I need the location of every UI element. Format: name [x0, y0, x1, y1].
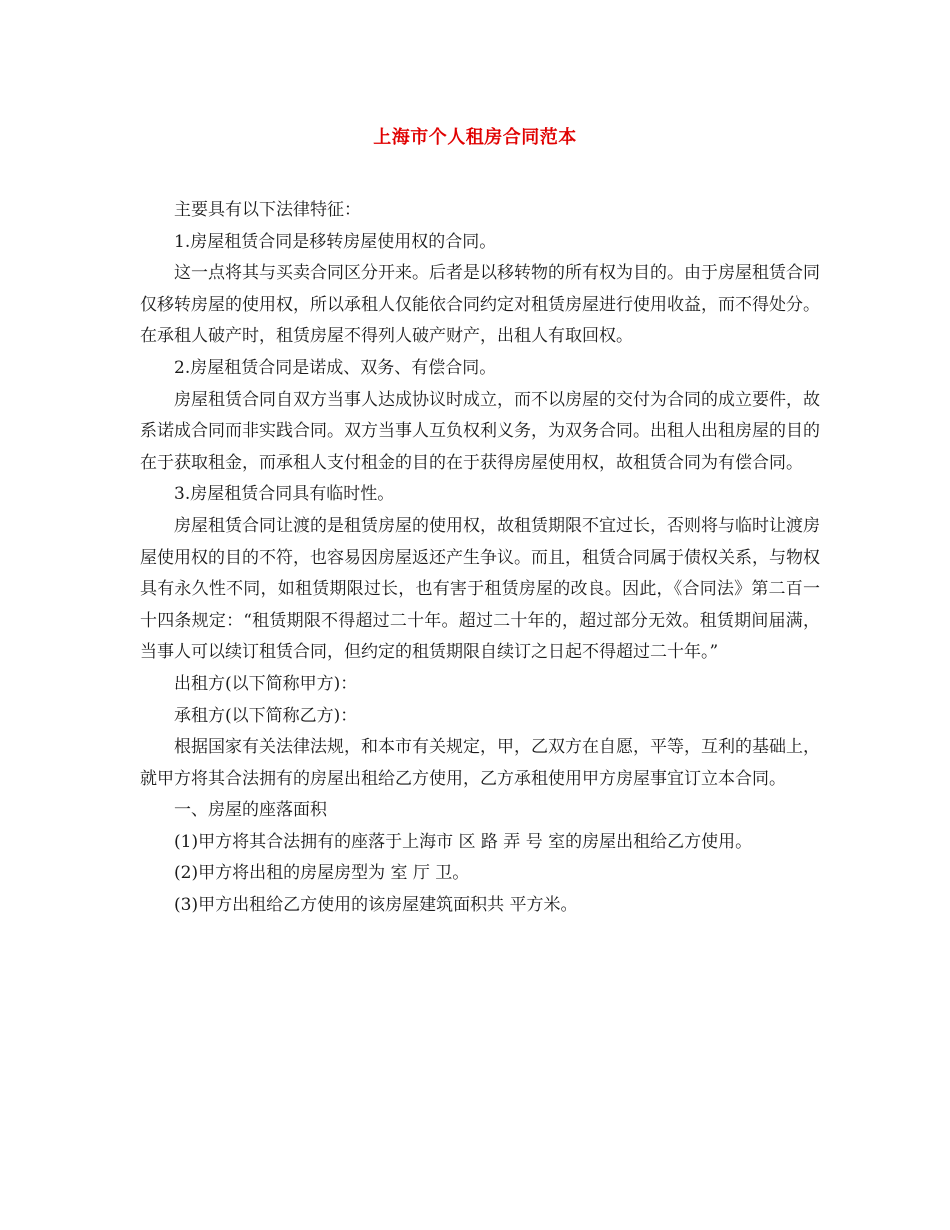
paragraph-section-1-heading: 一、房屋的座落面积 [174, 800, 327, 821]
document-body [140, 195, 820, 922]
paragraph-preamble: 根据国家有关法律法规，和本市有关规定，甲，乙双方在自愿，平等，互利的基础上，就甲方将其合法拥有的房屋出租给乙方使用，乙方承租使用甲方房屋事宜订立本合同。 [140, 737, 820, 789]
paragraph-feature-2-heading: 2.房屋租赁合同是诺成、双务、有偿合同。 [174, 357, 497, 378]
paragraph-lessee: 承租方(以下简称乙方)： [174, 705, 358, 726]
paragraph-feature-1-heading: 1.房屋租赁合同是移转房屋使用权的合同。 [174, 231, 497, 252]
paragraph-clause-1: (1)甲方将其合法拥有的座落于上海市 区 路 弄 号 室的房屋出租给乙方使用。 [174, 831, 753, 852]
paragraph-feature-1-body: 这一点将其与买卖合同区分开来。后者是以移转物的所有权为目的。由于房屋租赁合同仅移转房屋的使用权，所以承租人仅能依合同约定对租赁房屋进行使用收益，而不得处分。在承租人破产时，租赁房屋不得列人破产财产，出租人有取回权。 [140, 263, 820, 347]
paragraph-feature-2-body: 房屋租赁合同自双方当事人达成协议时成立，而不以房屋的交付为合同的成立要件，故系诺成合同而非实践合同。双方当事人互负权利义务，为双务合同。出租人出租房屋的目的在于获取租金，而承租人支付租金的目的在于获得房屋使用权，故租赁合同为有偿合同。 [140, 389, 820, 473]
paragraph-lessor: 出租方(以下简称甲方)： [174, 673, 358, 694]
paragraph-feature-3-body: 房屋租赁合同让渡的是租赁房屋的使用权，故租赁期限不宜过长，否则将与临时让渡房屋使用权的目的不符，也容易因房屋返还产生争议。而且，租赁合同属于债权关系，与物权具有永久性不同，如租赁期限过长，也有害于租赁房屋的改良。因此，《合同法》第二百一十四条规定：“租赁期限不得超过二十年。超过二十年的，超过部分无效。租赁期间届满，当事人可以续订租赁合同，但约定的租赁期限自续订之日起不得超过二十年。” [140, 515, 820, 663]
paragraph-feature-3-heading: 3.房屋租赁合同具有临时性。 [174, 484, 395, 505]
paragraph-clause-2: (2)甲方将出租的房屋房型为 室 厅 卫。 [174, 863, 470, 884]
paragraph-clause-3: (3)甲方出租给乙方使用的该房屋建筑面积共 平方米。 [174, 895, 578, 916]
paragraph-intro: 主要具有以下法律特征： [174, 200, 361, 220]
page-title: 上海市个人租房合同范本 [373, 127, 577, 148]
